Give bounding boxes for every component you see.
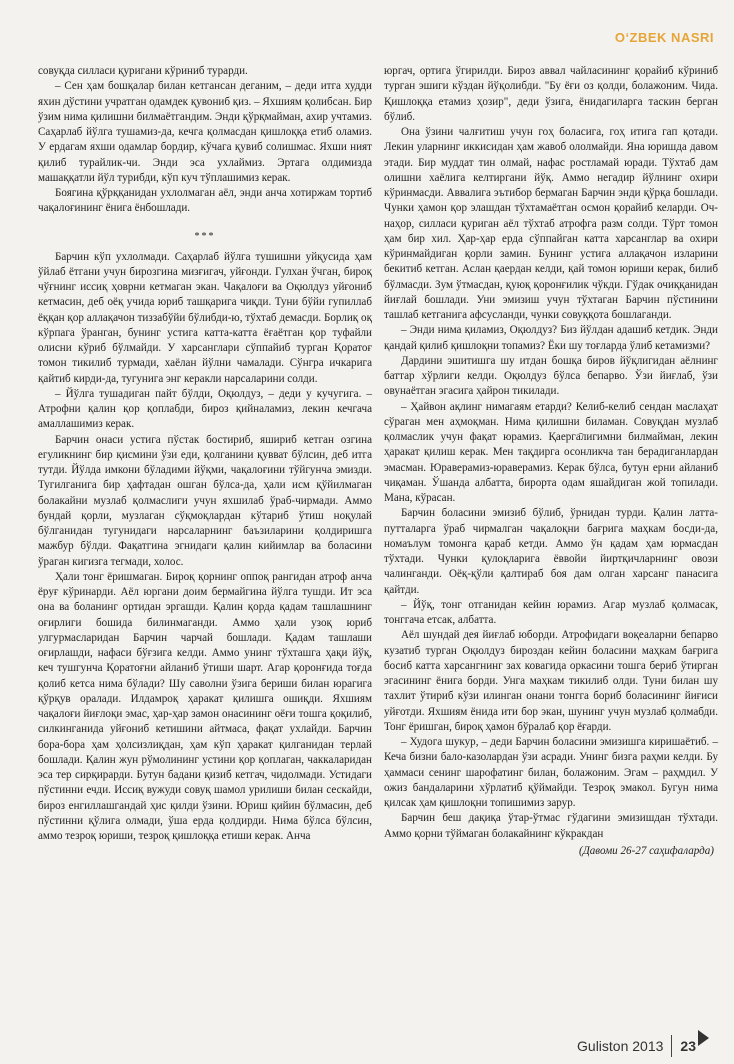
- paragraph: юргач, ортига ўгирилди. Бироз аввал чайласининг қорайиб кўриниб турган эшиги кўздан йўқолибди. "Бу ёғи оз қолди, болажоним. Чида. Қишлоққа етамиз ҳозир", деди ўзига, ёнидагиларга таскин берган бўлиб.: [384, 65, 718, 123]
- right-column: [384, 64, 718, 859]
- paragraph: – Йўлга тушадиган пайт бўлди, Оқюлдуз, – деди у кучугига. – Атрофни қалин қор қоплабди, бироз қийналамиз, лекин кечгача амаллашимиз керак.: [38, 387, 372, 431]
- left-column: [38, 64, 372, 844]
- section-label: O‘ZBEK NASRI: [614, 30, 714, 45]
- paragraph: Барчин беш дақиқа ўтар-ўтмас гўдагини эмизишдан тўхтади. Аммо қорни тўймаган болакайнинг кўкракдан: [384, 812, 718, 840]
- page-number: 23: [680, 1038, 696, 1054]
- paragraph: – Ҳайвон ақлинг нимагаям етарди? Келиб-келиб сендан маслаҳат сўраган мен аҳмоқман. Нима қилишни биламан. Совуқдан музлаб қолмаслик учун фақат юрамиз. Қаерга̄лигимни билмайман, лекин ҳаракат қилиш керак. Мен тақдирга осонликча тан берадиганлардан эмасман. Юраверамиз-юраверамиз. Керак бўлса, бутун ерни айланиб чиқаман. Ўшанда албатта, бирорта одам яшайдиган жой топилади. Мана, кўрасан.: [384, 400, 718, 504]
- magazine-name: Guliston 2013: [577, 1038, 664, 1054]
- paragraph: Барчин кўп ухлолмади. Саҳарлаб йўлга тушишни уйқусида ҳам ўйлаб ётгани учун бирозгина мизғигач, уйғонди. Гулхан ўчган, бироқ чўғнинг иссиқ ҳоврни кетмаган экан. Чақалоғи ва Оқюлдуз уйғониб кетмасин, деб оёқ учида юриб ташқарига чиқди. Туни бўйи гупиллаб ёққан қор аллақачон тиззабўйи бўлибди-ю, тўхтаб демасди. Борлиқ оқ кўрпага ўранган, бунинг устига катта-катта ёғаётган қор туфайли олисни кўриб бўлмайди. У харсанглари сўппайиб турган Қоратоғ томон тикилиб турмади, хаёлан йўлни чамалади. Сўнгра ичкарига қайтиб кирди-да, тугунига энг керакли нарсаларини солди.: [38, 250, 372, 385]
- paragraph: Она ўзини чалғитиш учун гоҳ боласига, гоҳ итига гап қотади. Лекин уларнинг иккисидан ҳам жавоб ололмайди. Яна юришда давом этади. Бир муддат тин олмай, нафас ростламай юради. Тўхтаб дам олишни хаёлига келтиргани йўқ. Аммо негадир йўлнинг охири кўринмасди. Аввалига эътибор бермаган Барчин энди қўрқа бошлади. Чунки ҳамон қор элашдан тўхтамаётган осмон қорайиб келарди. Оч-наҳор, силласи қуриган аёл тўхтаб атрофга разм солди. Тўрт томон ҳам бир хил. Ҳар-ҳар ерда сўппайган катта харсанглар ва охири кўринмайдиган қорли замин. Бунинг устига аллақачон изларини бекитиб кетган. Аслан қаердан келди, қай томон юриши керак, билиб бўлмасди. Зум ўтмасдан, қуюқ қоронғилик чўкди. Гўдак очиққанидан йиғлай бошлади. Уни эмизиш учун тўхтаган Барчин пўстинини ташлаб кетганига афсусланди, чунки совуққота бошлаганди.: [384, 126, 718, 321]
- continue-arrow-icon: [698, 1030, 709, 1046]
- paragraph: – Йўқ, тонг отганидан кейин юрамиз. Агар музлаб қолмасак, тонггача етсак, албатта.: [384, 598, 718, 626]
- page-footer: [577, 1035, 696, 1057]
- footer-divider: [671, 1035, 672, 1057]
- paragraph: совуқда силласи қуригани кўриниб турарди.: [38, 65, 248, 77]
- paragraph: Барчин боласини эмизиб бўлиб, ўрнидан турди. Қалин латта-путталарга ўраб чирмалган чақалоқни бағрига маҳкам босди-да, номаълум томонга қараб кетди. Аммо ўн қадам ҳам юрмасдан тўхтади. Чунки қулоқларига ёввойи йиртқичларнинг овози чалинганди. Оёқ-қўли қалтираб боя дам олган харсанг панасига қайтди.: [384, 507, 718, 596]
- continuation-note: (Давоми 26-27 саҳифаларда): [579, 844, 714, 857]
- paragraph: – Сен ҳам бошқалар билан кетгансан деганим, – деди итга худди яхин дўстини учратган одамдек қувониб қиз. – Яхшиям қолибсан. Бир ўзим нима қилишни билмаётгандим. Энди қўрқмайман, ахир учтамиз. Саҳарлаб йўлга тушамиз-да, кечга қолмасдан қишлоққа етиб оламиз. У ердагам яхши одамлар бордир, кўчага қувиб солишмас. Яхши ният қилиб турайлик-чи. Энди эса ухлаймиз. Эртага олдимизда машаққатли йўл турибди, кўп куч тўплашимиз керак.: [38, 80, 372, 184]
- paragraph: Ҳали тонг ёришмаган. Бироқ қорнинг оппоқ рангидан атроф анча ёруғ кўринарди. Аёл юргани доим бермайгина йўлга тушди. Ит эса она ва боланинг ортидан эргашди. Қалин қорда қадам ташлашнинг оғирлиги бошида билинмаганди. Аммо ҳали узоқ юриб улгурмасларидан Барчин чарчай бошлади. Қадам ташлаши оғирлашди, нафаси бўғзига келди. Аммо унинг тўхташга ҳақи йўқ, кеч тушгунча Қоратоғни айланиб ўтиши шарт. Агар қоронғида тоғда қолиб кетса нима бўлади? Шу саволни ўзига бериши билан юрагига қўрқув оралади. Илдамроқ ҳаракат қилишга ошиқди. Яхшиям чақалоғи йиғлоқи эмас, ҳар-ҳар замон онасининг оёғи тошга қоқилиб, силкинганида уйғониб кетишини айтмаса, фақат ухлайди. Барчин бора-бора ҳам ҳолсизлиқдан, ҳам кўп ҳаракат қилганидан терлай бошлади. Қалин жун рўмолининг устини қор қоплаган, чаккаларидан эса тер сирқирарди. Бутун бадани қизиб кетгач, чидолмади. Устидаги пўстинни ечди. Иссиқ вужуди совуқ шамол урилиши билан сескайди, бироз енгиллашгандай ҳис қилди ўзини. Юриш қийин бўлмасин, деб пўстинни қўлига олмади, ўша ерда қолдирди. Нима бўлса бўлсин, аммо тезроқ юриши, тезроқ қишлоққа етиши керак. Анча: [38, 570, 372, 842]
- paragraph: Боягина қўрққанидан ухлолмаган аёл, энди анча хотиржам тортиб чақалоғининг ёнига ёнбошлади.: [38, 187, 372, 215]
- paragraph: Дардини эшитишга шу итдан бошқа биров йўқлигидан аёлнинг баттар хўрлиги келди. Оқюлдуз бўлса бепарво. Ўзи йиғлаб, ўзи овунаётган эгасига ҳайрон тикилади.: [384, 354, 718, 398]
- paragraph: Аёл шундай дея йиғлаб юборди. Атрофидаги воқеаларни бепарво кузатиб турган Оқюлдуз бироздан кейин боласини маҳкам бағрига босиб катта харсангнинг зах ковагида оркасини тошга бериб ўтирган эгасининг ёнига борди. Унга маҳкам тикилиб олди. Туни билан шу тахлит ўтириб кўзи илинган онани тонгга бориб боласининг йиғиси уйғотди. Яхшиям ёнида ити бор экан, шунинг учун музлаб қолмабди. Тонг ёришган, бироқ ҳамон бўралаб қор ёғарди.: [384, 629, 718, 733]
- paragraph: – Энди нима қиламиз, Оқюлдуз? Биз йўлдан адашиб кетдик. Энди қандай қилиб қишлоқни топамиз? Ёки шу тоғларда ўлиб кетамизми?: [384, 324, 718, 352]
- paragraph: Барчин онаси устига пўстак бостириб, яшириб кетган озгина егуликнинг бир қисмини ўзи еди, қолганини қувват бўлсин, деб итга тутди. Йўлда имкони бўладими йўқми, чақалоғини тўйгунча эмизди. Тугилганига бир ҳафтадан ошган бўлса-да, ҳали исм қўйилмаган болакайни музлаб қолмаслиги учун яхшилаб ўраб-чирмади. Аммо бундай қорли, музлаган сўқмоқлардан кўтариб ўтиш ноқулай бўлганидан тугунидаги нарсаларнинг баъзиларини қолдиришга мажбур бўлди. Фақатгина эгнидаги қалин кийимлар ва боласини ўраган кигизга тегмади, холос.: [38, 433, 372, 568]
- section-break-stars: ***: [194, 230, 216, 242]
- paragraph: – Худога шукур, – деди Барчин боласини эмизишга киришаётиб. – Кеча бизни бало-казолардан ўзи асради. Унинг бизга раҳми келди. Бу ҳаммаси сенинг шарофатинг билан, болажоним. Эгам – раҳмдил. У ожиз бандаларини хўрлатиб қўймайди. Тезроқ эмакол. Бугун нима қилсак ҳам қишлоқни топишимиз зарур.: [384, 736, 718, 809]
